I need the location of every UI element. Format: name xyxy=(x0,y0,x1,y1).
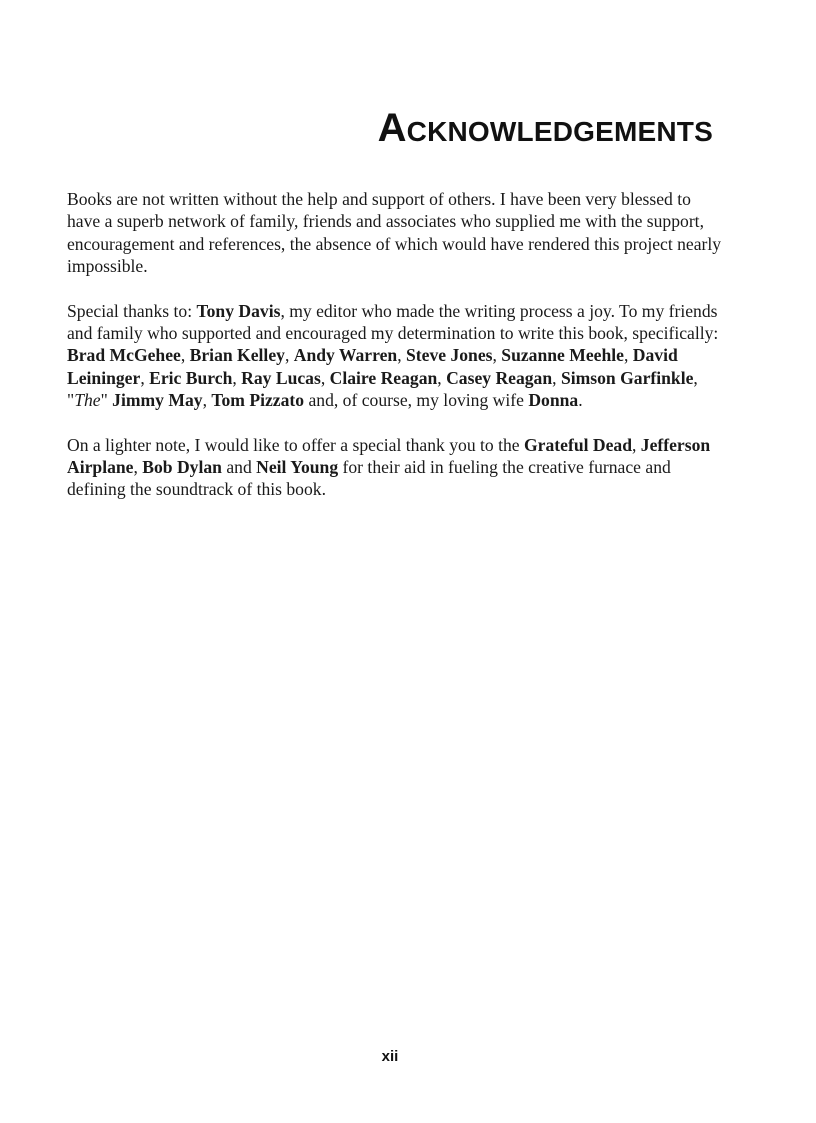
text-span: , xyxy=(320,367,330,388)
name-steve-jones: Steve Jones xyxy=(406,345,493,366)
name-eric-burch: Eric Burch xyxy=(149,367,233,388)
text-span: , xyxy=(133,457,143,478)
name-claire-reagan: Claire Reagan xyxy=(329,367,438,388)
text-span: , xyxy=(140,367,150,388)
artist-neil-young: Neil Young xyxy=(256,457,339,478)
name-jimmy-may: Jimmy May xyxy=(112,390,203,411)
text-span: , xyxy=(623,345,633,366)
name-andy-warren: Andy Warren xyxy=(293,345,398,366)
lighter-note-paragraph xyxy=(67,434,727,501)
artist-bob-dylan: Bob Dylan xyxy=(142,457,222,478)
name-brad-mcgehee: Brad McGehee xyxy=(67,345,181,366)
text-span: , xyxy=(397,345,406,366)
text-span: , xyxy=(632,434,641,455)
name-david-leininger: David Leininger xyxy=(67,345,678,388)
name-simson-garfinkle: Simson Garfinkle xyxy=(560,367,694,388)
intro-paragraph: Books are not written without the help and support of others. I have been very blessed to have a superb network of family, friends and associates who supplied me with the support, encouragement and references, the absence of which would have rendered this project nearly impossible. xyxy=(67,189,722,277)
text-span: , xyxy=(437,367,447,388)
text-span: , xyxy=(552,367,561,388)
name-suzanne-meehle: Suzanne Meehle xyxy=(501,345,624,366)
band-grateful-dead: Grateful Dead xyxy=(524,434,632,455)
text-span: , xyxy=(180,345,190,366)
text-span: and xyxy=(221,457,257,478)
text-span: for their aid in fueling the creative furnace and defining the soundtrack of this book. xyxy=(67,457,671,500)
name-casey-reagan: Casey Reagan xyxy=(446,367,553,388)
text-span: , xyxy=(232,367,242,388)
body-text xyxy=(67,188,727,523)
text-span: , xyxy=(492,345,502,366)
text-span: , my editor who made the writing process a joy. To my friends and family who supported and encouraged my determination to write this book, specifically: xyxy=(67,300,719,344)
text-span: " xyxy=(100,390,113,411)
text-span: , xyxy=(284,345,294,366)
name-tom-pizzato: Tom Pizzato xyxy=(211,390,305,411)
special-thanks-paragraph xyxy=(67,300,727,412)
band-jefferson-airplane: Jefferson Airplane xyxy=(67,434,711,478)
name-donna: Donna xyxy=(528,390,579,411)
text-span: , xyxy=(202,390,212,411)
emphasis-the: The xyxy=(74,390,101,411)
name-tony-davis: Tony Davis xyxy=(196,300,281,321)
text-span: On a lighter note, I would like to offer a special thank you to the xyxy=(67,434,524,455)
name-ray-lucas: Ray Lucas xyxy=(241,367,321,388)
name-brian-kelley: Brian Kelley xyxy=(189,345,285,366)
page-number: xii xyxy=(381,1048,399,1065)
text-span: . xyxy=(578,390,583,411)
page-title: Acknowledgements xyxy=(377,106,713,150)
text-span: Special thanks to: xyxy=(67,300,197,321)
text-span: and, of course, my loving wife xyxy=(304,390,529,411)
text-span: , " xyxy=(67,367,698,411)
